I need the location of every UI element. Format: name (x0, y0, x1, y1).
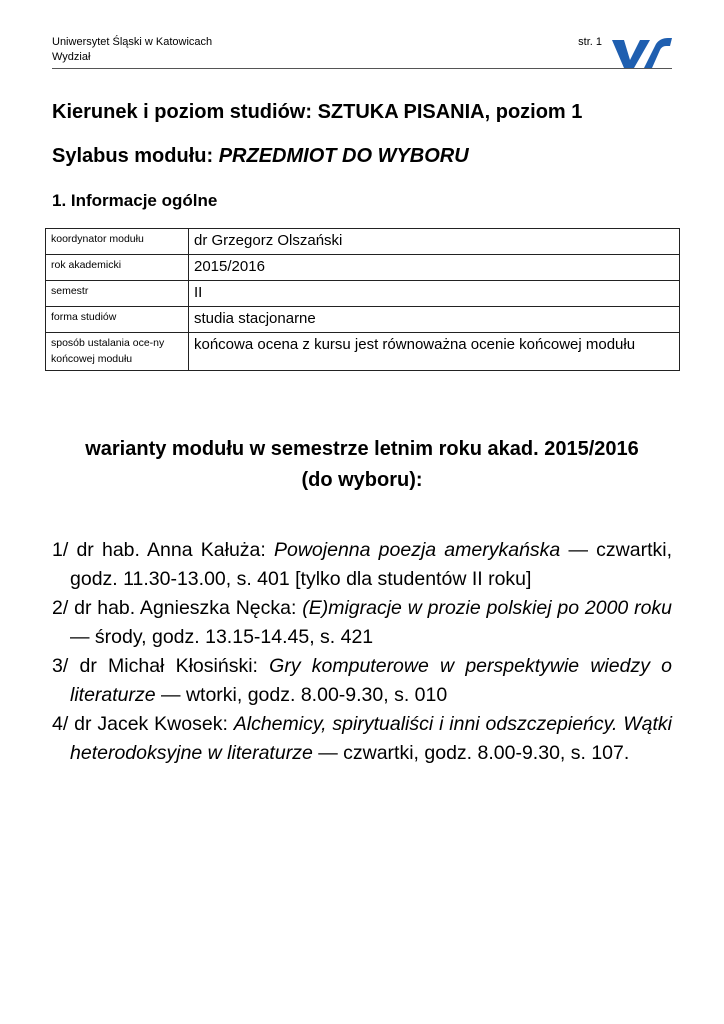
course-details: — środy, godz. 13.15-14.45, s. 421 (70, 626, 374, 648)
course-number: 3/ (52, 655, 69, 677)
module-name: PRZEDMIOT DO WYBORU (218, 145, 469, 167)
list-item (52, 710, 672, 768)
university-name: Uniwersytet Śląski w Katowicach (52, 36, 213, 48)
table-row (46, 281, 680, 307)
course-number: 2/ (52, 597, 69, 619)
course-number: 1/ (52, 539, 69, 561)
course-details: — wtorki, godz. 8.00-9.30, s. 010 (155, 684, 448, 706)
info-key: forma studiów (46, 307, 189, 333)
page-number: str. 1 (578, 36, 602, 48)
course-title: (E)migracje w prozie polskiej po 2000 roku (302, 597, 673, 619)
faculty-name: Wydział (52, 51, 91, 63)
table-row (46, 333, 680, 371)
table-row (46, 255, 680, 281)
table-row (46, 229, 680, 255)
table-row (46, 307, 680, 333)
list-item (52, 536, 672, 594)
info-value: II (189, 281, 680, 307)
course-teacher: dr hab. Agnieszka Nęcka: (74, 597, 303, 619)
course-details: — czwartki, godz. 11.30-13.00, s. 401 [tylko dla studentów II roku] (70, 539, 672, 590)
info-key: semestr (46, 281, 189, 307)
course-list (52, 536, 672, 768)
module-title (52, 145, 469, 168)
list-item (52, 594, 672, 652)
university-logo-icon (610, 34, 672, 70)
variants-heading (40, 434, 684, 496)
info-key: sposób ustalania oce-ny końcowej modułu (46, 333, 189, 371)
info-key: rok akademicki (46, 255, 189, 281)
info-value: dr Grzegorz Olszański (189, 229, 680, 255)
course-title: Alchemicy, spirytualiści i inni odszczepieńcy. Wątki heterodoksyjne w literaturze (70, 713, 672, 764)
course-number: 4/ (52, 713, 69, 735)
course-teacher: dr Michał Kłosiński: (79, 655, 270, 677)
section-heading-general-info: 1. Informacje ogólne (52, 191, 218, 210)
page-title: Kierunek i poziom studiów: SZTUKA PISANIA, poziom 1 (52, 101, 583, 123)
course-title: Gry komputerowe w perspektywie wiedzy o literaturze (70, 655, 672, 706)
page-header (52, 34, 672, 69)
course-teacher: dr hab. Anna Kałuża: (76, 539, 274, 561)
info-key: koordynator modułu (46, 229, 189, 255)
course-title: Powojenna poezja amerykańska (273, 539, 561, 561)
variants-heading-line1: warianty modułu w semestrze letnim roku akad. 2015/2016 (85, 438, 639, 460)
course-details: — czwartki, godz. 8.00-9.30, s. 107. (312, 742, 630, 764)
variants-heading-line2: (do wyboru): (301, 469, 423, 491)
info-value: studia stacjonarne (189, 307, 680, 333)
info-value: 2015/2016 (189, 255, 680, 281)
list-item (52, 652, 672, 710)
general-info-table (45, 228, 680, 371)
module-title-prefix: Sylabus modułu: (52, 145, 219, 167)
info-value: końcowa ocena z kursu jest równoważna ocenie końcowej modułu (189, 333, 680, 371)
course-teacher: dr Jacek Kwosek: (74, 713, 234, 735)
